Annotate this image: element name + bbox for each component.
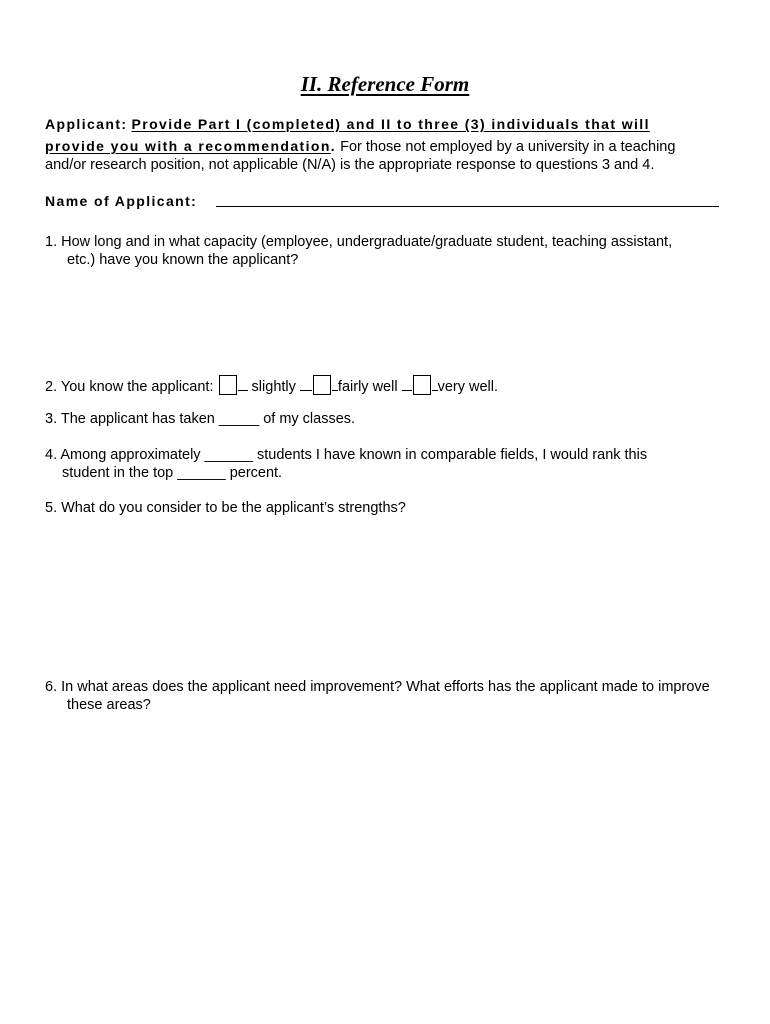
question-1: 1. How long and in what capacity (employee, undergraduate/graduate student, teaching assistant, (45, 234, 673, 250)
applicant-name-row (45, 193, 197, 210)
page-title: II. Reference Form (300, 72, 470, 96)
applicant-name-field[interactable] (216, 206, 719, 207)
question-5-answer-area[interactable] (45, 524, 725, 674)
option-slightly: slightly (247, 379, 300, 395)
question-4: 4. Among approximately ______ students I have known in comparable fields, I would rank this (45, 447, 648, 463)
question-2 (45, 375, 498, 395)
checkbox-fairly-well[interactable] (313, 375, 331, 395)
intro-line-1 (45, 116, 650, 133)
option-fairly-well: fairly well (337, 379, 402, 395)
question-1-answer-area[interactable] (45, 276, 725, 366)
question-1-cont: etc.) have you known the applicant? (67, 252, 299, 268)
question-6: 6. In what areas does the applicant need improvement? What efforts has the applicant made to improve (45, 679, 710, 695)
checkbox-slightly[interactable] (219, 375, 237, 395)
intro-instruction: Provide Part I (completed) and II to three (3) individuals that will (131, 116, 650, 132)
blank-line (300, 389, 312, 391)
intro-note-cont: and/or research position, not applicable (N/A) is the appropriate response to questions 3 and 4. (45, 157, 655, 173)
blank-line (402, 389, 412, 391)
question-3: 3. The applicant has taken _____ of my classes. (45, 411, 356, 427)
blank-line (238, 389, 248, 391)
question-5: 5. What do you consider to be the applicant’s strengths? (45, 500, 406, 516)
intro-line-2 (45, 138, 675, 155)
question-6-answer-area[interactable] (45, 722, 725, 1002)
applicant-name-label: Name of Applicant: (45, 193, 198, 209)
option-very-well: very well. (437, 379, 499, 395)
question-2-text: 2. You know the applicant: (45, 379, 218, 395)
intro-label: Applicant: (45, 116, 128, 132)
question-4-cont: student in the top ______ percent. (62, 465, 283, 481)
intro-note: For those not employed by a university in a teaching (336, 139, 676, 155)
checkbox-very-well[interactable] (413, 375, 431, 395)
question-6-cont: these areas? (67, 697, 151, 713)
intro-instruction-cont: provide you with a recommendation (45, 138, 331, 154)
intro-period: . (330, 138, 337, 154)
